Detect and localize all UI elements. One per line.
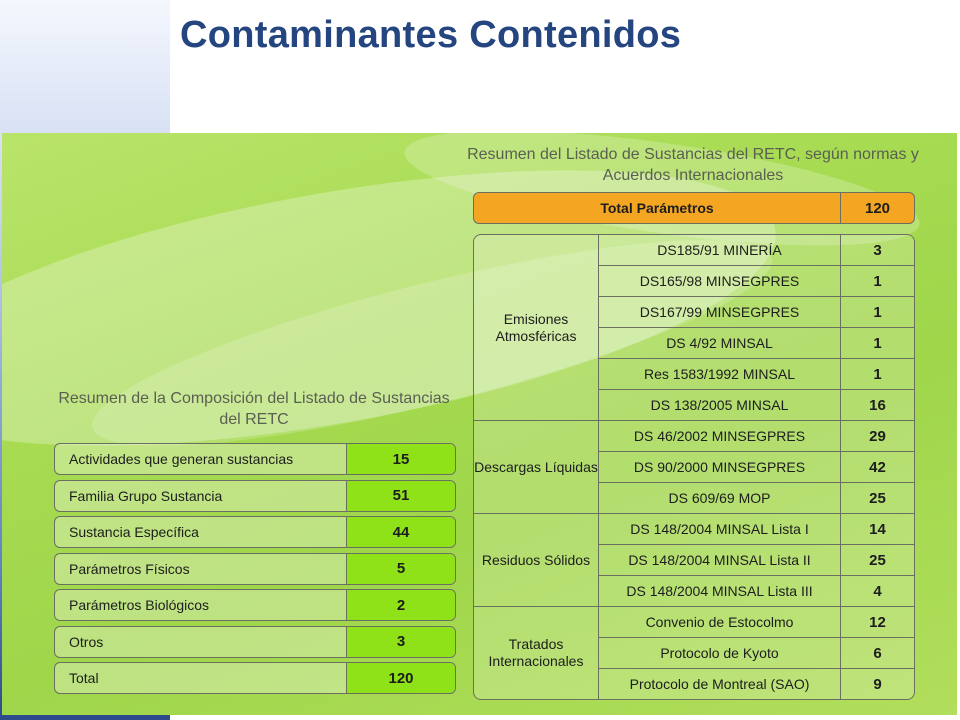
group-name: Emisiones Atmosféricas <box>474 235 599 420</box>
norm-row <box>599 514 914 545</box>
norm-row <box>599 266 914 297</box>
composition-row <box>54 589 456 621</box>
norm-label: DS 138/2005 MINSAL <box>599 390 841 420</box>
norm-label: Protocolo de Kyoto <box>599 638 841 668</box>
composition-value: 120 <box>346 663 455 693</box>
norm-label: DS 609/69 MOP <box>599 483 841 513</box>
norm-row <box>599 545 914 576</box>
norm-row <box>599 638 914 669</box>
norm-label: DS 148/2004 MINSAL Lista I <box>599 514 841 544</box>
norm-value: 29 <box>869 427 886 445</box>
norm-value: 3 <box>873 241 882 259</box>
norm-row <box>599 390 914 420</box>
composition-total-row <box>54 662 456 694</box>
norm-row <box>599 235 914 266</box>
norm-row <box>599 576 914 606</box>
norm-value: 1 <box>873 334 882 352</box>
group-residuos-solidos <box>474 514 914 607</box>
composition-value: 5 <box>346 554 455 584</box>
norm-label: DS167/99 MINSEGPRES <box>599 297 841 327</box>
composition-value: 3 <box>346 627 455 657</box>
norm-value: 16 <box>869 396 886 414</box>
composition-row <box>54 516 456 548</box>
norm-label: Res 1583/1992 MINSAL <box>599 359 841 389</box>
norm-label: DS 148/2004 MINSAL Lista II <box>599 545 841 575</box>
norm-value: 1 <box>873 272 882 290</box>
norm-value: 14 <box>869 520 886 538</box>
norm-value: 25 <box>869 489 886 507</box>
group-name: Residuos Sólidos <box>474 514 599 606</box>
norms-table <box>473 234 915 700</box>
norm-row <box>599 328 914 359</box>
norm-row <box>599 421 914 452</box>
norm-label: Protocolo de Montreal (SAO) <box>599 669 841 699</box>
composition-row <box>54 626 456 658</box>
norm-label: DS 4/92 MINSAL <box>599 328 841 358</box>
group-descargas-liquidas <box>474 421 914 514</box>
norm-value: 25 <box>869 551 886 569</box>
norm-value: 4 <box>873 582 882 600</box>
norm-label: DS 148/2004 MINSAL Lista III <box>599 576 841 606</box>
norm-label: Convenio de Estocolmo <box>599 607 841 637</box>
left-table-caption: Resumen de la Composición del Listado de Sustancias del RETC <box>58 390 450 428</box>
norm-row <box>599 607 914 638</box>
total-parameters-row <box>473 192 915 224</box>
composition-label: Familia Grupo Sustancia <box>69 487 223 504</box>
composition-label: Actividades que generan sustancias <box>69 451 294 467</box>
right-table-caption: Resumen del Listado de Sustancias del RETC, según normas y Acuerdos Internacionales <box>467 146 919 184</box>
norm-row <box>599 483 914 513</box>
norm-row <box>599 452 914 483</box>
summary-panel <box>2 133 957 715</box>
group-name: Tratados Internacionales <box>474 607 599 699</box>
composition-row <box>54 443 456 475</box>
composition-value: 51 <box>346 481 455 511</box>
composition-label: Parámetros Físicos <box>69 560 190 577</box>
norm-row <box>599 297 914 328</box>
composition-value: 44 <box>346 517 455 547</box>
norm-value: 1 <box>873 303 882 321</box>
norm-label: DS165/98 MINSEGPRES <box>599 266 841 296</box>
total-parameters-value: 120 <box>840 193 914 223</box>
norm-label: DS 46/2002 MINSEGPRES <box>599 421 841 451</box>
composition-label: Sustancia Específica <box>69 524 199 540</box>
composition-row <box>54 553 456 585</box>
norm-label: DS185/91 MINERÍA <box>599 235 841 265</box>
group-tratados-internacionales <box>474 607 914 699</box>
norm-label: DS 90/2000 MINSEGPRES <box>599 452 841 482</box>
group-name: Descargas Líquidas <box>474 421 599 513</box>
norm-row <box>599 669 914 699</box>
norm-value: 6 <box>873 644 882 662</box>
composition-value: 2 <box>346 590 455 620</box>
composition-label: Parámetros Biológicos <box>69 597 210 613</box>
group-emisiones-atmosfericas <box>474 235 914 421</box>
page-title: Contaminantes Contenidos <box>180 14 682 56</box>
norm-value: 12 <box>869 613 886 631</box>
norm-value: 9 <box>873 675 882 693</box>
composition-value: 15 <box>346 444 455 474</box>
composition-row <box>54 480 456 512</box>
norm-row <box>599 359 914 390</box>
composition-table <box>54 443 456 699</box>
composition-label: Otros <box>69 633 104 650</box>
norm-value: 42 <box>869 458 886 476</box>
total-parameters-label: Total Parámetros <box>600 200 714 216</box>
norm-value: 1 <box>873 365 882 383</box>
composition-label: Total <box>69 670 99 686</box>
